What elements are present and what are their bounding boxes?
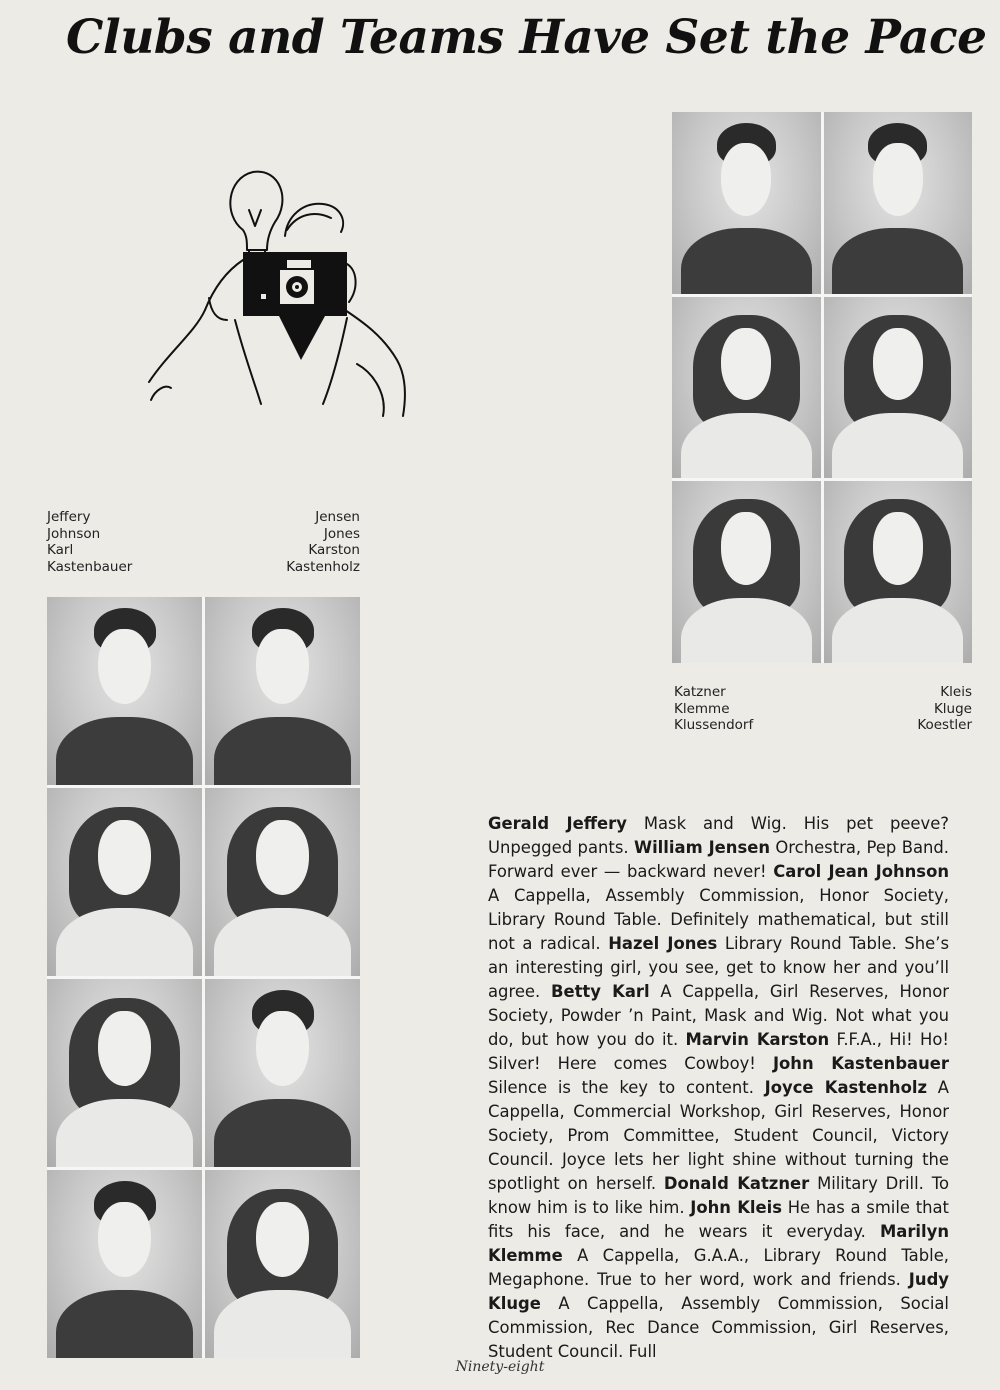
student-name: Donald Katzner xyxy=(663,1174,810,1193)
portrait-photo xyxy=(47,788,202,976)
left-portrait-grid xyxy=(47,597,360,1358)
student-bio: A Cappella, Commercial Workshop, Girl Reserves, Honor Society, Prom Committee, Student Council, Victory Council. Joyce lets her light shine without turning the spotlight on herself. xyxy=(488,1078,949,1193)
page-number: Ninety-eight xyxy=(455,1359,545,1375)
caption-right-column-a xyxy=(674,684,753,734)
student-name: Hazel Jones xyxy=(608,934,718,953)
caption-name: Kluge xyxy=(933,700,972,717)
page-title: Clubs and Teams Have Set the Pace xyxy=(66,10,987,65)
caption-left-column-b xyxy=(220,509,360,575)
student-bio: Military Drill. To know him is to like him. xyxy=(488,1174,949,1217)
caption-name: Kastenholz xyxy=(286,558,360,575)
portrait-photo xyxy=(824,297,973,479)
student-bio: Mask and Wig. His pet peeve? Unpegged pants. xyxy=(488,814,950,857)
biography-text xyxy=(488,812,949,1364)
student-name: John Kastenbauer xyxy=(772,1054,949,1073)
caption-name: Koestler xyxy=(917,717,972,733)
caption-name: Jeffery xyxy=(47,509,91,525)
caption-name: Kastenbauer xyxy=(47,558,133,575)
portrait-photo xyxy=(205,1170,360,1358)
portrait-photo xyxy=(205,597,360,785)
portrait-photo xyxy=(824,481,973,663)
student-name: Marilyn Klemme xyxy=(488,1222,949,1265)
portrait-photo xyxy=(205,979,360,1167)
student-bio: Orchestra, Pep Band. Forward ever — backward never! xyxy=(488,838,949,881)
caption-name: Karl xyxy=(47,542,74,558)
student-name: Joyce Kastenholz xyxy=(764,1078,928,1097)
caption-right-column-b xyxy=(832,684,972,734)
student-name: Gerald Jeffery xyxy=(488,814,627,833)
student-name: John Kleis xyxy=(690,1198,782,1217)
student-bio: A Cappella, Assembly Commission, Honor Society, Library Round Table. Definitely mathematical, but still not a radical. xyxy=(488,886,949,953)
caption-name: Karston xyxy=(308,542,360,558)
student-name: Carol Jean Johnson xyxy=(773,862,949,881)
caption-name: Katzner xyxy=(674,684,726,700)
portrait-photo xyxy=(205,788,360,976)
student-bio: A Cappella, Girl Reserves, Honor Society, Powder ’n Paint, Mask and Wig. Not what you do, but how you do it. xyxy=(488,982,949,1049)
caption-name: Jones xyxy=(323,525,360,542)
caption-name: Klussendorf xyxy=(674,717,754,733)
photographer-camera-illustration xyxy=(135,160,425,430)
portrait-photo xyxy=(824,112,973,294)
right-portrait-grid xyxy=(672,112,972,663)
portrait-photo xyxy=(47,597,202,785)
caption-name: Kleis xyxy=(940,684,972,700)
student-bio: He has a smile that fits his face, and he wears it everyday. xyxy=(488,1198,949,1241)
caption-name: Johnson xyxy=(47,525,101,542)
student-name: Marvin Karston xyxy=(685,1030,830,1049)
caption-left-column-a xyxy=(47,509,132,575)
portrait-photo xyxy=(672,297,821,479)
portrait-photo xyxy=(672,112,821,294)
student-name: William Jensen xyxy=(633,838,770,857)
portrait-photo xyxy=(47,1170,202,1358)
portrait-photo xyxy=(47,979,202,1167)
student-name: Judy Kluge xyxy=(488,1270,949,1313)
student-bio: Library Round Table. She’s an interesting girl, you see, get to know her and you’ll agree. xyxy=(488,934,950,1001)
student-bio: F.F.A., Hi! Ho! Silver! Here comes Cowboy! xyxy=(488,1030,949,1073)
student-bio: A Cappella, Assembly Commission, Social Commission, Rec Dance Commission, Girl Reserves, Student Council. Full xyxy=(488,1294,949,1361)
caption-name: Klemme xyxy=(674,700,730,717)
student-bio: A Cappella, G.A.A., Library Round Table, Megaphone. True to her word, work and friends. xyxy=(488,1246,949,1289)
caption-name: Jensen xyxy=(315,509,360,525)
portrait-photo xyxy=(672,481,821,663)
student-bio: Silence is the key to content. xyxy=(488,1078,754,1097)
student-name: Betty Karl xyxy=(550,982,650,1001)
